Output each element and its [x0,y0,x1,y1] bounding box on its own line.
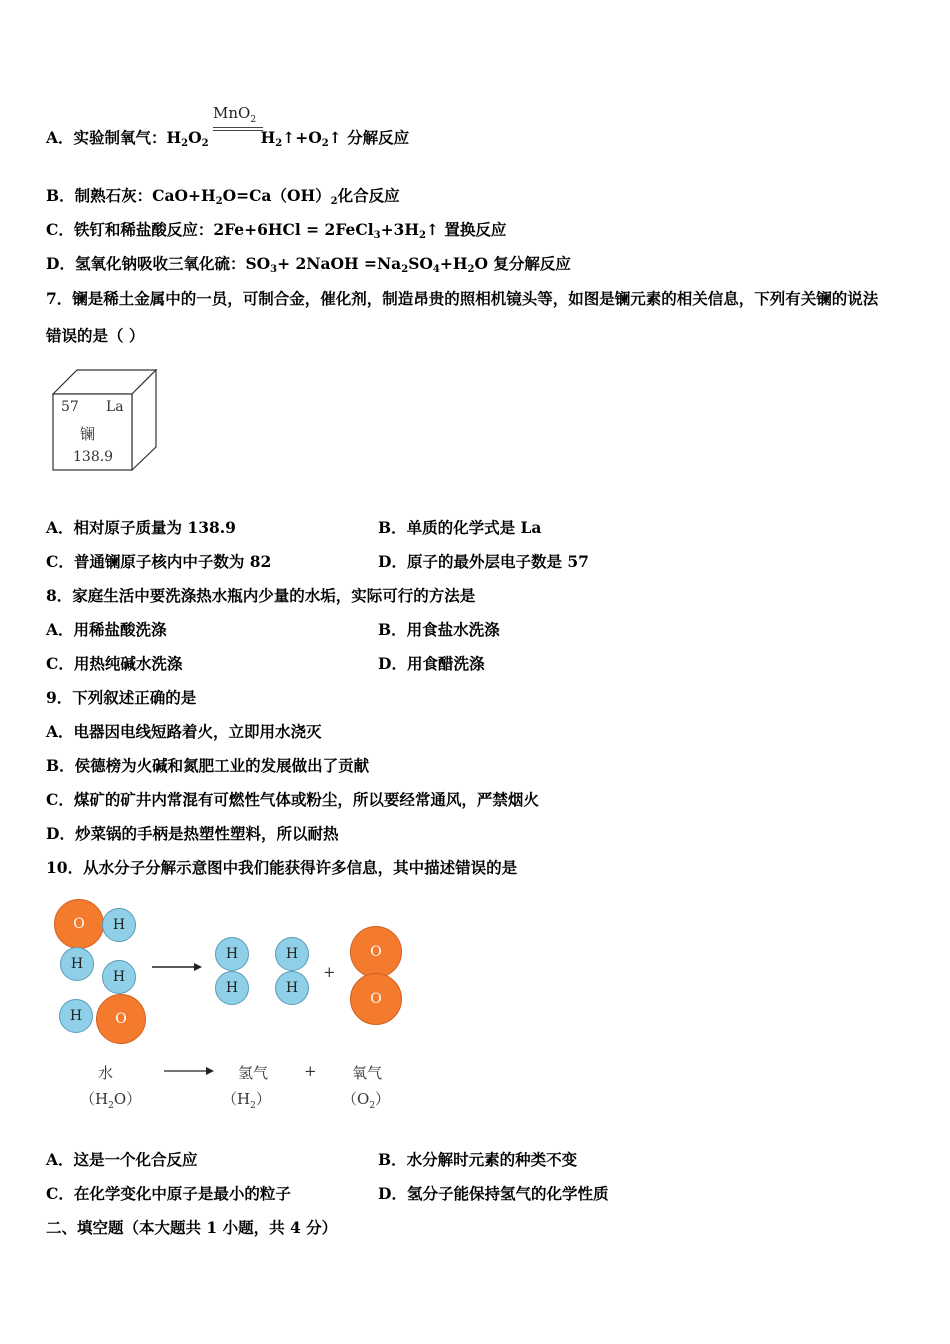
formula-hydrogen: $(H_2)$ [222,1090,271,1111]
reaction-arrow-icon [150,961,204,973]
q6-option-c: C．铁钉和稀盐酸反应：$2Fe+6HCl = 2FeCl_3+3H_2↑$ 置换反应 [46,220,507,241]
q8-option-b: B．用食盐水洗涤 [378,620,500,639]
atom-hydrogen: H [275,937,309,971]
q9-stem: 9．下列叙述正确的是 [46,688,197,707]
plus-sign: + [323,963,336,981]
atom-hydrogen: H [215,937,249,971]
label-water: 水 [98,1064,114,1082]
q10-option-d: D．氢分子能保持氢气的化学性质 [378,1184,609,1203]
label-arrow-icon [162,1065,216,1077]
formula-oxygen: $(O_2)$ [342,1090,391,1111]
q10-option-a: A．这是一个化合反应 [46,1150,198,1169]
label-oxygen: 氧气 [352,1064,383,1082]
atom-hydrogen: H [215,971,249,1005]
q7-option-a: A．相对原子质量为 138.9 [46,518,236,537]
q9-option-b: B．侯德榜为火碱和氮肥工业的发展做出了贡献 [46,756,370,775]
atom-oxygen: O [54,899,104,949]
atom-oxygen: O [96,994,146,1044]
q9-option-c: C．煤矿的矿井内常混有可燃性气体或粉尘，所以要经常通风，严禁烟火 [46,790,539,809]
catalyst-label: MnO$_2$ [213,104,257,125]
q6-option-d: D．氢氧化钠吸收三氧化硫：$SO_3+$ 2NaOH $=Na_2SO_4+H_2O$ 复分解反应 [46,254,571,275]
atom-hydrogen: H [275,971,309,1005]
atom-hydrogen: H [60,947,94,981]
atom-hydrogen: H [102,960,136,994]
q7-stem-line1: 7．镧是稀土金属中的一员，可制合金，催化剂，制造昂贵的照相机镜头等，如图是镧元素的相关信息，下列有关镧的说法 [46,289,879,308]
element-name: 镧 [80,425,96,443]
label-hydrogen: 氢气 [238,1064,269,1082]
q8-option-d: D．用食醋洗涤 [378,654,485,673]
atom-oxygen: O [350,973,402,1025]
section-2-title: 二、填空题（本大题共 1 小题，共 4 分） [46,1218,338,1237]
formula-water: $(H_2O)$ [80,1090,142,1111]
atomic-mass: 138.9 [73,449,114,465]
q7-option-b: B．单质的化学式是 La [378,518,542,537]
atom-hydrogen: H [102,908,136,942]
q8-stem: 8．家庭生活中要洗涤热水瓶内少量的水垢，实际可行的方法是 [46,586,476,605]
q8-option-c: C．用热纯碱水洗涤 [46,654,183,673]
q6-option-a: A．实验制氧气：$H_2O_2$ $H_2↑+O_2↑$ 分解反应 [46,128,410,149]
water-decomposition-diagram [50,895,410,1125]
q6-option-b: B．制熟石灰：$CaO+H_2O=Ca(OH)_2$化合反应 [46,186,400,207]
element-symbol: La [106,399,124,415]
atomic-number: 57 [61,399,79,415]
q8-option-a: A．用稀盐酸洗涤 [46,620,167,639]
q9-option-a: A．电器因电线短路着火，立即用水浇灭 [46,722,322,741]
q10-option-c: C．在化学变化中原子是最小的粒子 [46,1184,291,1203]
q7-stem-line2: 错误的是（ ） [46,326,145,345]
q7-option-d: D．原子的最外层电子数是 57 [378,552,589,571]
q10-stem: 10．从水分子分解示意图中我们能获得许多信息，其中描述错误的是 [46,858,518,877]
q9-option-d: D．炒菜锅的手柄是热塑性塑料，所以耐热 [46,824,339,843]
atom-hydrogen: H [59,999,93,1033]
q10-option-b: B．水分解时元素的种类不变 [378,1150,578,1169]
label-plus: + [304,1062,317,1080]
q7-option-c: C．普通镧原子核内中子数为 82 [46,552,272,571]
element-card-lanthanum [52,369,158,471]
atom-oxygen: O [350,926,402,978]
